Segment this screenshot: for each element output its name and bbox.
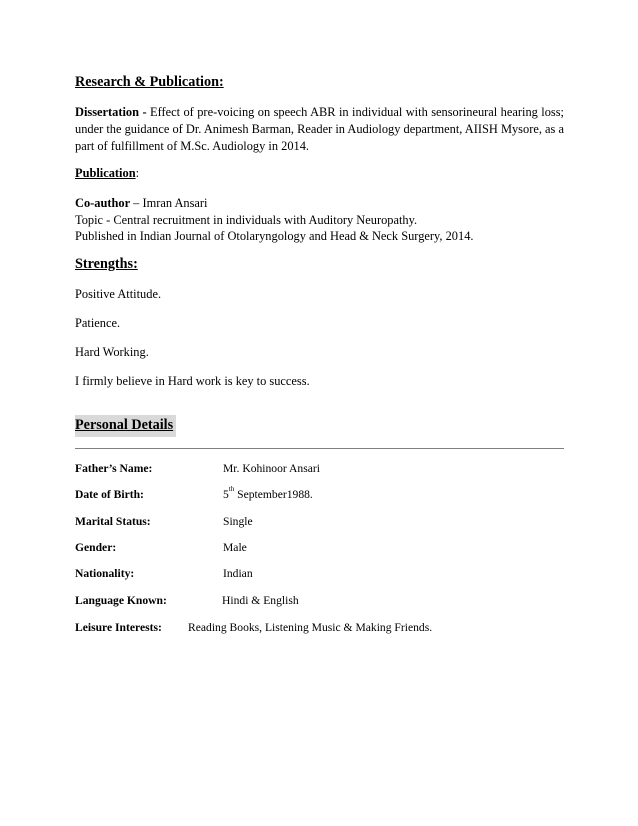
research-heading: Research & Publication: <box>75 74 224 90</box>
strengths-heading: Strengths: <box>75 256 138 272</box>
fathers-name-label: Father’s Name: <box>75 462 153 475</box>
leisure-interests-label: Leisure Interests: <box>75 621 162 634</box>
section-divider <box>75 448 564 449</box>
dob-suffix: th <box>228 485 235 493</box>
coauthor-label: Co-author <box>75 196 131 210</box>
document-page <box>75 0 564 826</box>
gender-value: Male <box>223 541 247 554</box>
coauthor-text: – Imran Ansari <box>130 196 208 210</box>
coauthor-line <box>75 195 474 212</box>
publication-heading-colon: : <box>135 166 140 180</box>
nationality-value: Indian <box>223 567 253 580</box>
publication-details <box>75 195 474 245</box>
dob-rest: September1988. <box>234 488 313 501</box>
dissertation-text: Effect of pre-voicing on speech ABR in individual with sensorineural hearing loss; under the guidance of Dr. Animesh Barman, Reader in Audiology department, AIISH Mysore, as a part of fulfillment of M.Sc. Audiology in 2014. <box>75 105 564 153</box>
dob-day: 5 <box>223 488 229 501</box>
publication-heading-text: Publication <box>75 166 136 180</box>
personal-details-heading: Personal Details <box>75 415 176 437</box>
marital-status-value: Single <box>223 515 253 528</box>
leisure-interests-value: Reading Books, Listening Music & Making Friends. <box>188 621 433 634</box>
dob-label: Date of Birth: <box>75 488 144 501</box>
language-known-label: Language Known: <box>75 594 167 607</box>
language-known-value: Hindi & English <box>222 594 299 607</box>
dissertation-label: Dissertation - <box>75 105 147 119</box>
strength-item: Patience. <box>75 316 121 330</box>
fathers-name-value: Mr. Kohinoor Ansari <box>223 462 320 475</box>
nationality-label: Nationality: <box>75 567 135 580</box>
publication-heading <box>75 166 139 181</box>
dob-value <box>223 485 313 501</box>
strength-item: I firmly believe in Hard work is key to success. <box>75 374 310 388</box>
dissertation-paragraph <box>75 104 564 155</box>
publication-journal: Published in Indian Journal of Otolaryngology and Head & Neck Surgery, 2014. <box>75 229 474 243</box>
strength-item: Hard Working. <box>75 345 149 359</box>
publication-topic: Topic - Central recruitment in individuals with Auditory Neuropathy. <box>75 212 418 227</box>
strength-item: Positive Attitude. <box>75 287 162 301</box>
gender-label: Gender: <box>75 541 117 554</box>
marital-status-label: Marital Status: <box>75 515 151 528</box>
